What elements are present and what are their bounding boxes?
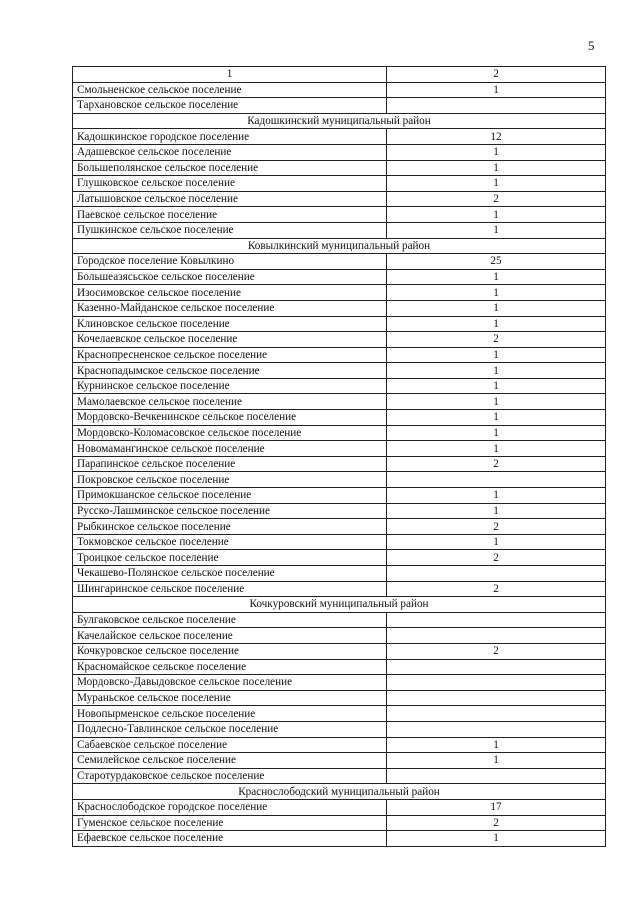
settlement-value: 1 bbox=[387, 176, 606, 192]
settlement-name: Казенно-Майданское сельское поселение bbox=[73, 300, 387, 316]
settlement-name: Адашевское сельское поселение bbox=[73, 144, 387, 160]
district-name: Краснослободский муниципальный район bbox=[73, 784, 606, 800]
table-row bbox=[73, 254, 606, 270]
table-row bbox=[73, 176, 606, 192]
table-row bbox=[73, 690, 606, 706]
settlement-value bbox=[387, 768, 606, 784]
table-header-row bbox=[73, 67, 606, 83]
settlement-name: Подлесно-Тавлинское сельское поселение bbox=[73, 721, 387, 737]
settlement-name: Кочкуровское сельское поселение bbox=[73, 643, 387, 659]
settlement-value: 2 bbox=[387, 550, 606, 566]
settlement-name: Мураньское сельское поселение bbox=[73, 690, 387, 706]
settlement-value: 2 bbox=[387, 643, 606, 659]
table-row bbox=[73, 628, 606, 644]
settlement-value: 1 bbox=[387, 269, 606, 285]
settlement-value bbox=[387, 659, 606, 675]
settlement-name: Новомамангинское сельское поселение bbox=[73, 441, 387, 457]
settlement-value: 1 bbox=[387, 534, 606, 550]
settlement-name: Примокшанское сельское поселение bbox=[73, 488, 387, 504]
settlement-value: 1 bbox=[387, 363, 606, 379]
settlement-value: 1 bbox=[387, 347, 606, 363]
table-row bbox=[73, 98, 606, 114]
page-number: 5 bbox=[588, 38, 595, 53]
table-row bbox=[73, 425, 606, 441]
table-row bbox=[73, 394, 606, 410]
settlement-name: Булгаковское сельское поселение bbox=[73, 612, 387, 628]
settlement-name: Курнинское сельское поселение bbox=[73, 378, 387, 394]
table-row bbox=[73, 550, 606, 566]
settlement-value: 2 bbox=[387, 815, 606, 831]
table-row bbox=[73, 410, 606, 426]
table-row bbox=[73, 191, 606, 207]
settlement-value: 17 bbox=[387, 799, 606, 815]
settlement-name: Семилейское сельское поселение bbox=[73, 753, 387, 769]
table-row bbox=[73, 222, 606, 238]
district-name: Кочкуровский муниципальный район bbox=[73, 597, 606, 613]
table-row bbox=[73, 566, 606, 582]
settlement-value: 12 bbox=[387, 129, 606, 145]
settlement-name: Краснослободское городское поселение bbox=[73, 799, 387, 815]
table-row bbox=[73, 300, 606, 316]
table-body bbox=[73, 67, 606, 847]
settlement-name: Городское поселение Ковылкино bbox=[73, 254, 387, 270]
settlement-name: Покровское сельское поселение bbox=[73, 472, 387, 488]
settlement-value: 2 bbox=[387, 581, 606, 597]
table-row bbox=[73, 441, 606, 457]
table-row bbox=[73, 269, 606, 285]
settlement-name: Шингаринское сельское поселение bbox=[73, 581, 387, 597]
table-row bbox=[73, 316, 606, 332]
settlement-name: Мордовско-Вечкенинское сельское поселение bbox=[73, 410, 387, 426]
table-row bbox=[73, 129, 606, 145]
table-row bbox=[73, 659, 606, 675]
table-row bbox=[73, 706, 606, 722]
table-row bbox=[73, 799, 606, 815]
settlement-value: 1 bbox=[387, 144, 606, 160]
settlement-name: Смольненское сельское поселение bbox=[73, 82, 387, 98]
settlement-name: Парапинское сельское поселение bbox=[73, 456, 387, 472]
table-row bbox=[73, 831, 606, 847]
settlement-name: Краснопресненское сельское поселение bbox=[73, 347, 387, 363]
settlement-value: 2 bbox=[387, 332, 606, 348]
district-row bbox=[73, 238, 606, 254]
settlement-value: 1 bbox=[387, 394, 606, 410]
settlement-name: Тархановское сельское поселение bbox=[73, 98, 387, 114]
column-header-2: 2 bbox=[387, 67, 606, 83]
table-row bbox=[73, 488, 606, 504]
district-row bbox=[73, 597, 606, 613]
settlement-value bbox=[387, 472, 606, 488]
settlement-name: Кадошкинское городское поселение bbox=[73, 129, 387, 145]
settlement-value: 1 bbox=[387, 316, 606, 332]
settlement-value bbox=[387, 690, 606, 706]
table-row bbox=[73, 675, 606, 691]
settlement-name: Большеазясьское сельское поселение bbox=[73, 269, 387, 285]
settlement-value: 1 bbox=[387, 425, 606, 441]
table-row bbox=[73, 82, 606, 98]
settlement-value bbox=[387, 706, 606, 722]
settlement-name: Чекашево-Полянское сельское поселение bbox=[73, 566, 387, 582]
settlement-value: 1 bbox=[387, 160, 606, 176]
column-header-1: 1 bbox=[73, 67, 387, 83]
settlement-name: Кочелаевское сельское поселение bbox=[73, 332, 387, 348]
settlement-name: Латышовское сельское поселение bbox=[73, 191, 387, 207]
table-row bbox=[73, 472, 606, 488]
settlement-name: Паевское сельское поселение bbox=[73, 207, 387, 223]
table-row bbox=[73, 160, 606, 176]
settlement-name: Рыбкинское сельское поселение bbox=[73, 519, 387, 535]
settlement-value bbox=[387, 628, 606, 644]
district-name: Кадошкинский муниципальный район bbox=[73, 113, 606, 129]
settlement-value: 2 bbox=[387, 519, 606, 535]
settlement-value: 1 bbox=[387, 737, 606, 753]
district-row bbox=[73, 784, 606, 800]
settlement-name: Старотурдаковское сельское поселение bbox=[73, 768, 387, 784]
settlement-name: Краснопадымское сельское поселение bbox=[73, 363, 387, 379]
settlement-name: Качелайское сельское поселение bbox=[73, 628, 387, 644]
settlement-name: Клиновское сельское поселение bbox=[73, 316, 387, 332]
settlements-table bbox=[72, 66, 606, 847]
settlement-value: 1 bbox=[387, 82, 606, 98]
settlement-value: 1 bbox=[387, 831, 606, 847]
settlement-value: 1 bbox=[387, 753, 606, 769]
settlement-value: 1 bbox=[387, 207, 606, 223]
settlement-value: 1 bbox=[387, 300, 606, 316]
settlement-name: Мордовско-Давыдовское сельское поселение bbox=[73, 675, 387, 691]
settlement-value: 2 bbox=[387, 456, 606, 472]
settlement-value: 25 bbox=[387, 254, 606, 270]
settlement-name: Сабаевское сельское поселение bbox=[73, 737, 387, 753]
table-row bbox=[73, 207, 606, 223]
settlement-value bbox=[387, 566, 606, 582]
table-row bbox=[73, 737, 606, 753]
table-row bbox=[73, 363, 606, 379]
settlement-name: Изосимовское сельское поселение bbox=[73, 285, 387, 301]
settlement-name: Пушкинское сельское поселение bbox=[73, 222, 387, 238]
settlement-name: Ефаевское сельское поселение bbox=[73, 831, 387, 847]
settlement-value: 1 bbox=[387, 378, 606, 394]
table-row bbox=[73, 753, 606, 769]
settlement-name: Гуменское сельское поселение bbox=[73, 815, 387, 831]
settlement-name: Мордовско-Коломасовское сельское поселение bbox=[73, 425, 387, 441]
settlement-value: 1 bbox=[387, 503, 606, 519]
settlement-name: Токмовское сельское поселение bbox=[73, 534, 387, 550]
table-row bbox=[73, 456, 606, 472]
table-row bbox=[73, 503, 606, 519]
table-row bbox=[73, 519, 606, 535]
district-name: Ковылкинский муниципальный район bbox=[73, 238, 606, 254]
table-row bbox=[73, 581, 606, 597]
settlement-value: 1 bbox=[387, 410, 606, 426]
settlement-name: Глушковское сельское поселение bbox=[73, 176, 387, 192]
settlement-value: 1 bbox=[387, 441, 606, 457]
settlement-name: Русско-Лашминское сельское поселение bbox=[73, 503, 387, 519]
settlement-value bbox=[387, 612, 606, 628]
settlement-name: Троицкое сельское поселение bbox=[73, 550, 387, 566]
settlement-value: 1 bbox=[387, 222, 606, 238]
settlement-name: Новопырменское сельское поселение bbox=[73, 706, 387, 722]
table-row bbox=[73, 768, 606, 784]
table-row bbox=[73, 285, 606, 301]
settlement-name: Красномайское сельское поселение bbox=[73, 659, 387, 675]
settlement-name: Большеполянское сельское поселение bbox=[73, 160, 387, 176]
settlement-name: Мамолаевское сельское поселение bbox=[73, 394, 387, 410]
settlement-value: 1 bbox=[387, 285, 606, 301]
settlement-value bbox=[387, 721, 606, 737]
table-row bbox=[73, 347, 606, 363]
district-row bbox=[73, 113, 606, 129]
settlement-value bbox=[387, 675, 606, 691]
table-row bbox=[73, 144, 606, 160]
table-row bbox=[73, 612, 606, 628]
table-row bbox=[73, 721, 606, 737]
settlement-value: 1 bbox=[387, 488, 606, 504]
table-row bbox=[73, 332, 606, 348]
table-row bbox=[73, 534, 606, 550]
settlement-value: 2 bbox=[387, 191, 606, 207]
table-row bbox=[73, 378, 606, 394]
settlement-value bbox=[387, 98, 606, 114]
table-row bbox=[73, 815, 606, 831]
table-row bbox=[73, 643, 606, 659]
